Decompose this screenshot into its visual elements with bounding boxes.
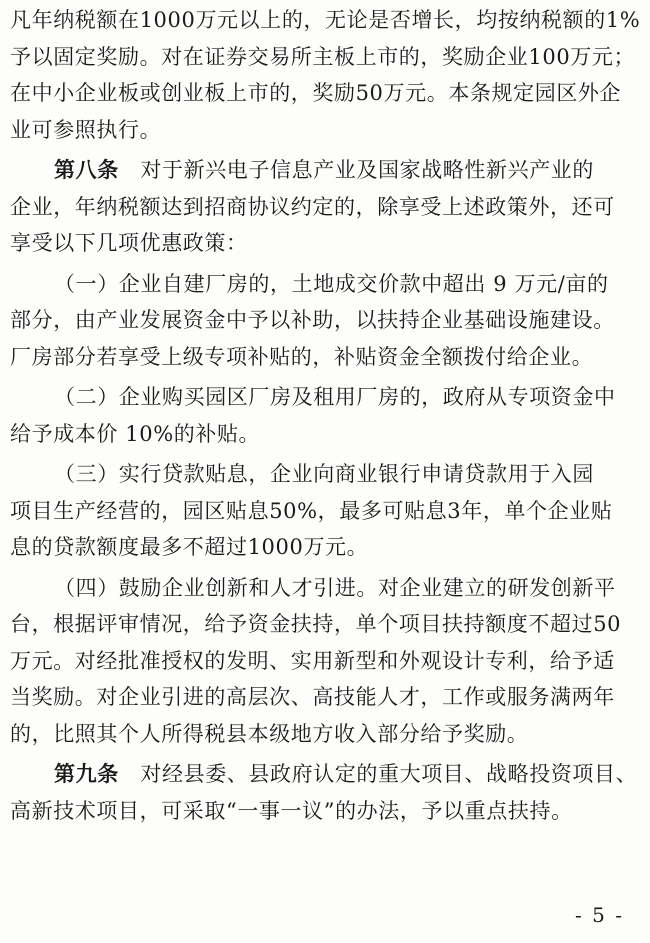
text-line: 万元。对经批准授权的发明、实用新型和外观设计专利，给予适 bbox=[10, 648, 615, 673]
text-line: 给予成本价 10%的补贴。 bbox=[10, 421, 261, 446]
text-line: 息的贷款额度最多不超过1000万元。 bbox=[10, 535, 369, 559]
text-line: 企业，年纳税额达到招商协议约定的，除享受上述政策外，还可 bbox=[10, 194, 615, 219]
text-line: 在中小企业板或创业板上市的，奖励50万元。本条规定园区外企 bbox=[10, 81, 622, 105]
page-number: - 5 - bbox=[575, 903, 624, 927]
article-9-text: 对经县委、县政府认定的重大项目、战略投资项目、 bbox=[118, 762, 638, 786]
item-2-line: （二）企业购买园区厂房及租用厂房的，政府从专项资金中 bbox=[54, 385, 616, 409]
document-body bbox=[10, 2, 640, 829]
article-8-heading: 第八条 bbox=[54, 157, 119, 182]
article-9-line bbox=[10, 756, 640, 793]
item-1-line: （一）企业自建厂房的，土地成交价款中超出 9 万元/亩的 bbox=[54, 271, 609, 296]
article-8-text: 对于新兴电子信息产业及国家战略性新兴产业的 bbox=[118, 158, 595, 182]
text-line: 当奖励。对企业引进的高层次、高技能人才，工作或服务满两年 bbox=[10, 685, 615, 709]
text-line: 享受以下几项优惠政策： bbox=[10, 231, 248, 255]
text-line: 厂房部分若享受上级专项补贴的，补贴资金全额拨付给企业。 bbox=[10, 344, 594, 369]
text-line: 台，根据评审情况，给予资金扶持，单个项目扶持额度不超过50 bbox=[10, 612, 622, 636]
text-line: 凡年纳税额在1000万元以上的，无论是否增长，均按纳税额的1% bbox=[10, 8, 640, 32]
text-line: 项目生产经营的，园区贴息50%，最多可贴息3年，单个企业贴 bbox=[10, 498, 613, 523]
article-9-heading: 第九条 bbox=[54, 761, 119, 786]
text-line: 的，比照其个人所得税县本级地方收入部分给予奖励。 bbox=[10, 721, 529, 746]
item-3-line: （三）实行贷款贴息，企业向商业银行申请贷款用于入园 bbox=[54, 462, 594, 486]
text-line: 业可参照执行。 bbox=[10, 117, 162, 142]
item-4-line: （四）鼓励企业创新和人才引进。对企业建立的研发创新平 bbox=[54, 575, 616, 600]
text-line: 予以固定奖励。对在证券交易所主板上市的，奖励企业100万元； bbox=[10, 44, 636, 69]
text-line: 部分，由产业发展资金中予以补助，以扶持企业基础设施建设。 bbox=[10, 308, 615, 332]
text-line: 高新技术项目，可采取“一事一议”的办法，予以重点扶持。 bbox=[10, 798, 573, 823]
article-8-line bbox=[10, 152, 640, 189]
